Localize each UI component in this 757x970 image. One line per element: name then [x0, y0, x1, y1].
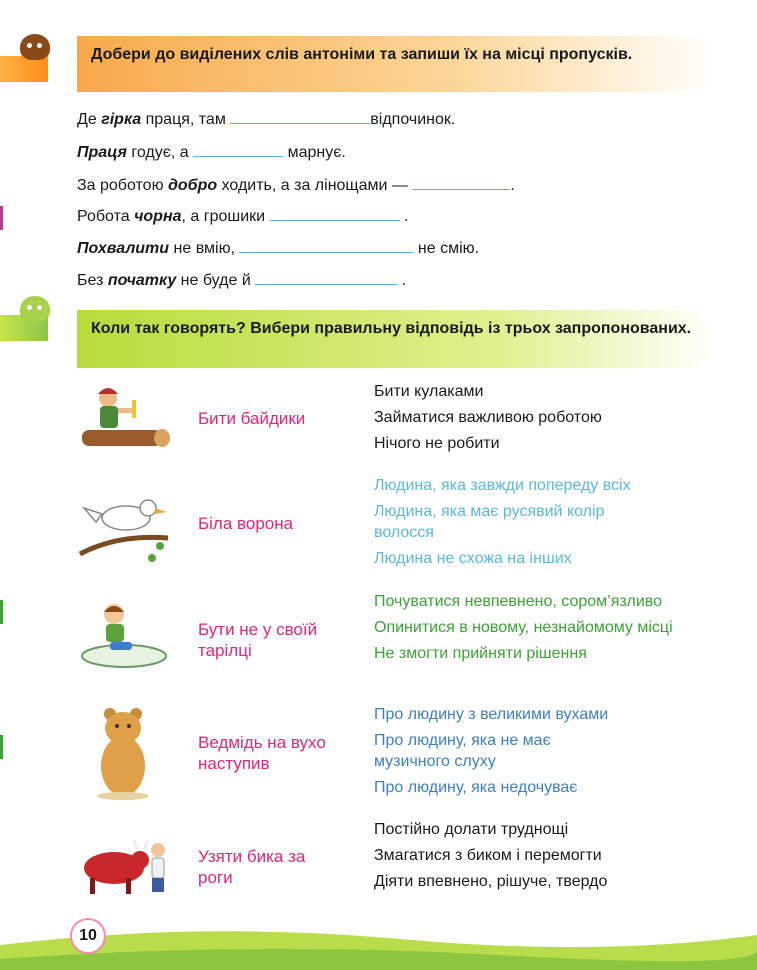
bear-mascot-icon [20, 34, 50, 60]
option[interactable]: Нічого не робити [374, 435, 500, 452]
option[interactable]: Постійно долати труднощі [374, 821, 569, 838]
answer-blank[interactable] [230, 109, 370, 124]
answer-blank[interactable] [412, 175, 510, 190]
option[interactable]: Почуватися невпевнено, сором’язливо [374, 593, 663, 610]
option[interactable]: Про людину з великими вухами [374, 706, 609, 723]
idiom-4: Ведмідь на вухо наступив [198, 733, 326, 773]
idiom-2: Біла ворона [198, 514, 294, 533]
task2-instruction: Коли так говорять? Вибери правильну відповідь із трьох запропонованих. [77, 310, 717, 368]
proverb-line-2: Праця годує, а марнує. [77, 144, 346, 161]
idiom-3: Бути не у своїй тарілці [198, 620, 318, 660]
margin-mark [0, 600, 3, 624]
option[interactable]: Опинитися в новому, незнайомому місці [374, 619, 673, 636]
options-5 [374, 819, 607, 897]
options-3 [374, 591, 674, 669]
bear-icon [78, 706, 170, 800]
man-chopping-log-icon [78, 384, 170, 454]
task1-instruction: Добери до виділених слів антоніми та запиши їх на місці пропусків. [77, 36, 717, 92]
proverb-line-5: Похвалити не вмію, не смію. [77, 240, 480, 257]
answer-blank[interactable] [193, 142, 283, 157]
option[interactable]: Змагатися з биком і перемогти [374, 847, 602, 864]
options-4 [374, 704, 614, 803]
answer-blank[interactable] [239, 238, 413, 253]
option[interactable]: Не змогти прийняти рішення [374, 645, 587, 662]
option[interactable]: Людина, яка завжди попереду всіх [374, 477, 631, 494]
answer-blank[interactable] [255, 270, 397, 285]
options-2 [374, 475, 631, 574]
option[interactable]: Бити кулаками [374, 383, 484, 400]
idiom-1: Бити байдики [198, 409, 306, 428]
footer-wave [0, 925, 757, 970]
answer-blank[interactable] [270, 206, 400, 221]
section-tab-orange [0, 56, 48, 82]
option[interactable]: Людина, яка має русявий колір волосся [374, 503, 605, 541]
option[interactable]: Про людину, яка недочуває [374, 779, 578, 796]
page-number: 10 [70, 918, 106, 954]
proverb-line-1: Де гірка праця, там відпочинок. [77, 111, 456, 128]
options-1 [374, 381, 602, 459]
proverb-line-6: Без початку не буде й . [77, 272, 407, 289]
option[interactable]: Людина не схожа на інших [374, 550, 572, 567]
option[interactable]: Діяти впевнено, рішуче, твердо [374, 873, 608, 890]
option[interactable]: Займатися важливою роботою [374, 409, 602, 426]
idiom-5: Узяти бика за роги [198, 847, 306, 887]
proverb-line-4: Робота чорна, а грошики . [77, 208, 409, 225]
boy-and-bull-icon [78, 834, 170, 904]
boy-on-plate-icon [78, 600, 170, 670]
margin-mark [0, 735, 3, 759]
white-crow-on-branch-icon [78, 494, 170, 564]
proverb-line-3: За роботою добро ходить, а за лінощами — . [77, 177, 515, 194]
option[interactable]: Про людину, яка не має музичного слуху [374, 732, 551, 770]
margin-mark [0, 206, 3, 230]
mouse-mascot-icon [20, 296, 50, 322]
